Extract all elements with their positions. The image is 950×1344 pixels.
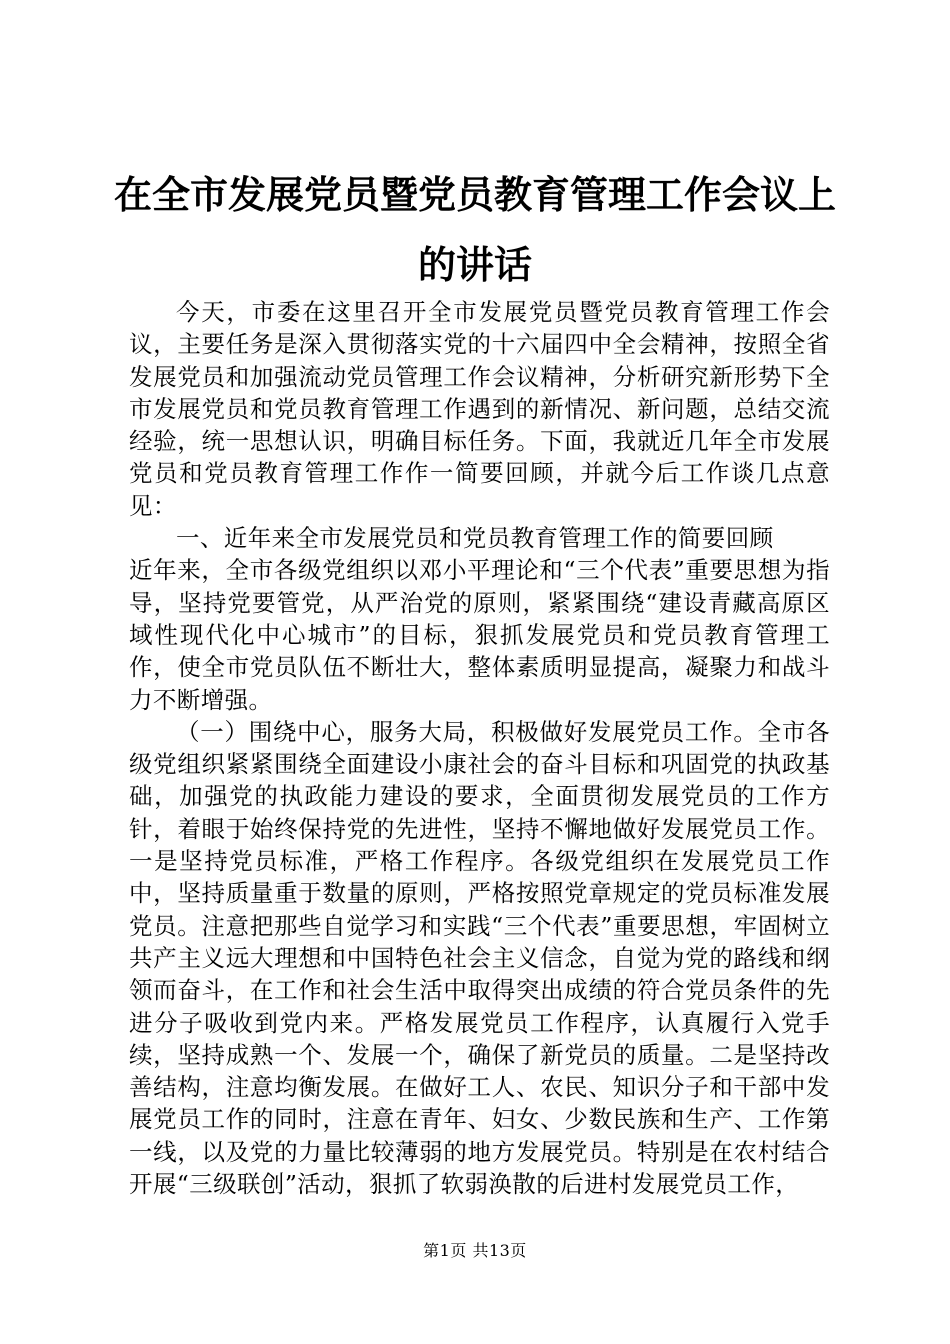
document-body (129, 296, 830, 1200)
section-heading-1: 一、近年来全市发展党员和党员教育管理工作的简要回顾 (176, 524, 774, 553)
paragraph-subsection-1: （一）围绕中心，服务大局，积极做好发展党员工作。全市各级党组织紧紧围绕全面建设小康社会的奋斗目标和巩固党的执政基础，加强党的执政能力建设的要求，全面贯彻发展党员的工作方针，着眼于始终保持党的先进性，坚持不懈地做好发展党员工作。一是坚持党员标准，严格工作程序。各级党组织在发展党员工作中，坚持质量重于数量的原则，严格按照党章规定的党员标准发展党员。注意把那些自觉学习和实践“三个代表”重要思想，牢固树立共产主义远大理想和中国特色社会主义信念，自觉为党的路线和纲领而奋斗，在工作和社会生活中取得突出成绩的符合党员条件的先进分子吸收到党内来。严格发展党员工作程序，认真履行入党手续，坚持成熟一个、发展一个，确保了新党员的质量。二是坚持改善结构，注意均衡发展。在做好工人、农民、知识分子和干部中发展党员工作的同时，注意在青年、妇女、少数民族和生产、工作第一线，以及党的力量比较薄弱的地方发展党员。特别是在农村结合开展“三级联创”活动，狠抓了软弱涣散的后进村发展党员工作， (129, 717, 830, 1199)
paragraph-intro: 今天，市委在这里召开全市发展党员暨党员教育管理工作会议，主要任务是深入贯彻落实党的十六届四中全会精神，按照全省发展党员和加强流动党员管理工作会议精神，分析研究新形势下全市发展党员和党员教育管理工作遇到的新情况、新问题，总结交流经验，统一思想认识，明确目标任务。下面，我就近几年全市发展党员和党员教育管理工作作一简要回顾，并就今后工作谈几点意见： (129, 298, 830, 520)
paragraph-review: 近年来，全市各级党组织以邓小平理论和“三个代表”重要思想为指导，坚持党要管党，从严治党的原则，紧紧围绕“建设青藏高原区域性现代化中心城市”的目标，狠抓发展党员和党员教育管理工作，使全市党员队伍不断壮大，整体素质明显提高，凝聚力和战斗力不断增强。 (129, 556, 830, 714)
page-footer: 第1页 共13页 (423, 1241, 527, 1260)
document-title: 在全市发展党员暨党员教育管理工作会议上的讲话 (113, 172, 836, 287)
